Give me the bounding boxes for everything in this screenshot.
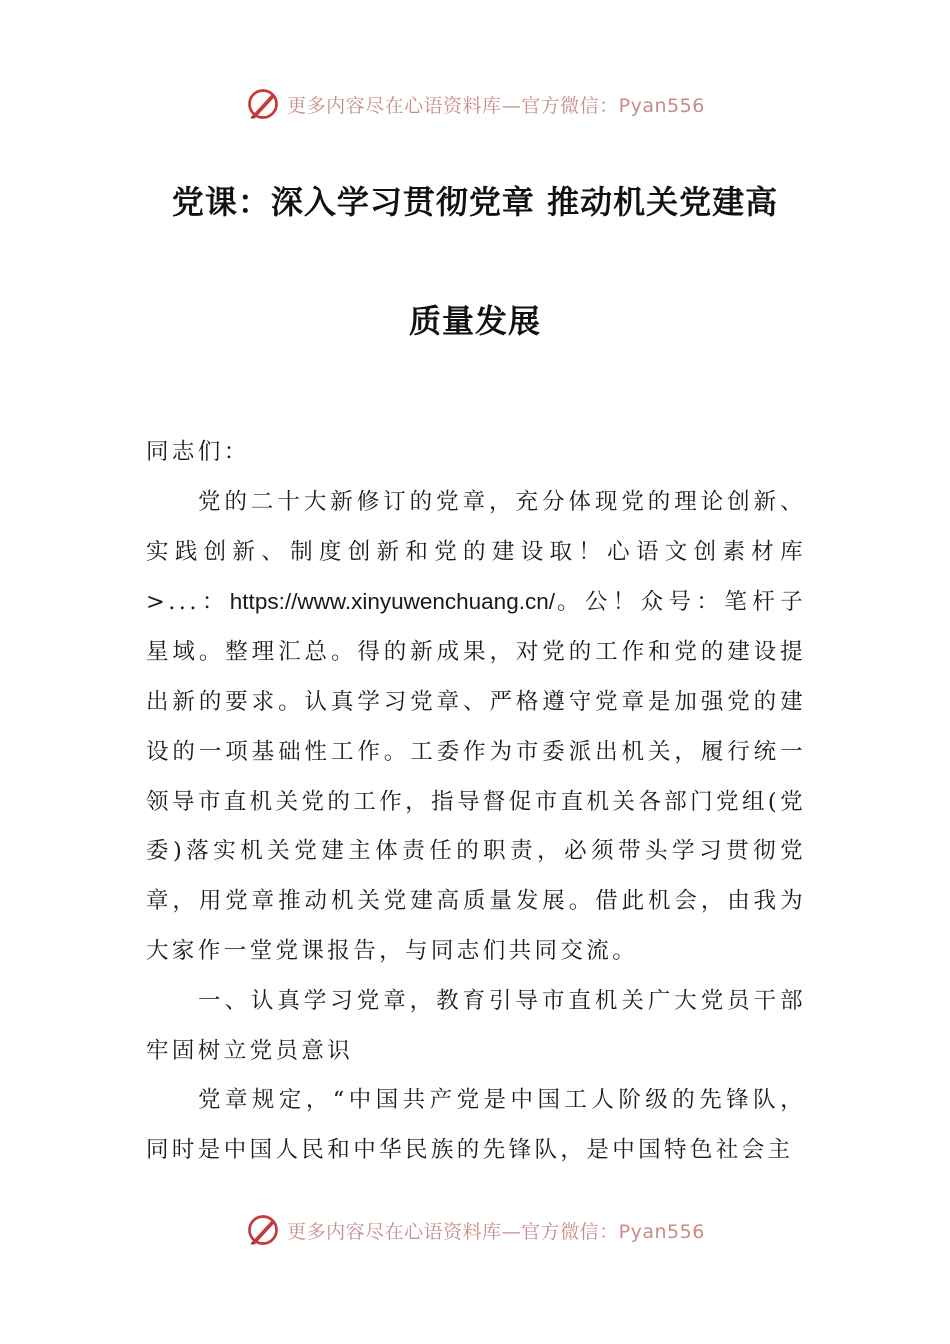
watermark-text: 更多内容尽在心语资料库—官方微信：Pyan556	[287, 1220, 705, 1243]
salutation: 同志们：	[146, 439, 250, 465]
footer-watermark-banner	[0, 1208, 950, 1252]
url-link[interactable]: https://www.xinyuwenchuang.cn/	[229, 589, 555, 615]
section-heading-1: 一、认真学习党章，教育引导市直机关广大党员干部牢固树立党员意识	[146, 987, 806, 1064]
watermark-text: 更多内容尽在心语资料库—官方微信：Pyan556	[287, 94, 705, 117]
paragraph-2: 党章规定，“中国共产党是中国工人阶级的先锋队，同时是中国人民和中华民族的先锋队，是中国特色社会主	[146, 1087, 806, 1164]
page-title-line-1: 党课：深入学习贯彻党章 推动机关党建高	[171, 183, 779, 221]
paragraph-1: 党的二十大新修订的党章，充分体现党的理论创新、实践创新、制度创新和党的建设取！心语文创素材库>...：https://www.xinyuwenchuang.cn/。公！众号：笔杆子星域。整理汇总。得的新成果，对党的工作和党的建设提出新的要求。认真学习党章、严格遵守党章是加强党的建设的一项基础性工作。工委作为市委派出机关，履行统一领导市直机关党的工作，指导督促市直机关各部门党组(党委)落实机关党建主体责任的职责，必须带头学习贯彻党章，用党章推动机关党建高质量发展。借此机会，由我为大家作一堂党课报告，与同志们共同交流。	[146, 488, 806, 964]
pen-logo-icon	[245, 86, 281, 122]
document-body	[146, 428, 806, 1176]
pen-logo-icon	[245, 1212, 281, 1248]
header-watermark-banner	[0, 82, 950, 126]
page-title-line-2: 质量发展	[408, 302, 541, 340]
